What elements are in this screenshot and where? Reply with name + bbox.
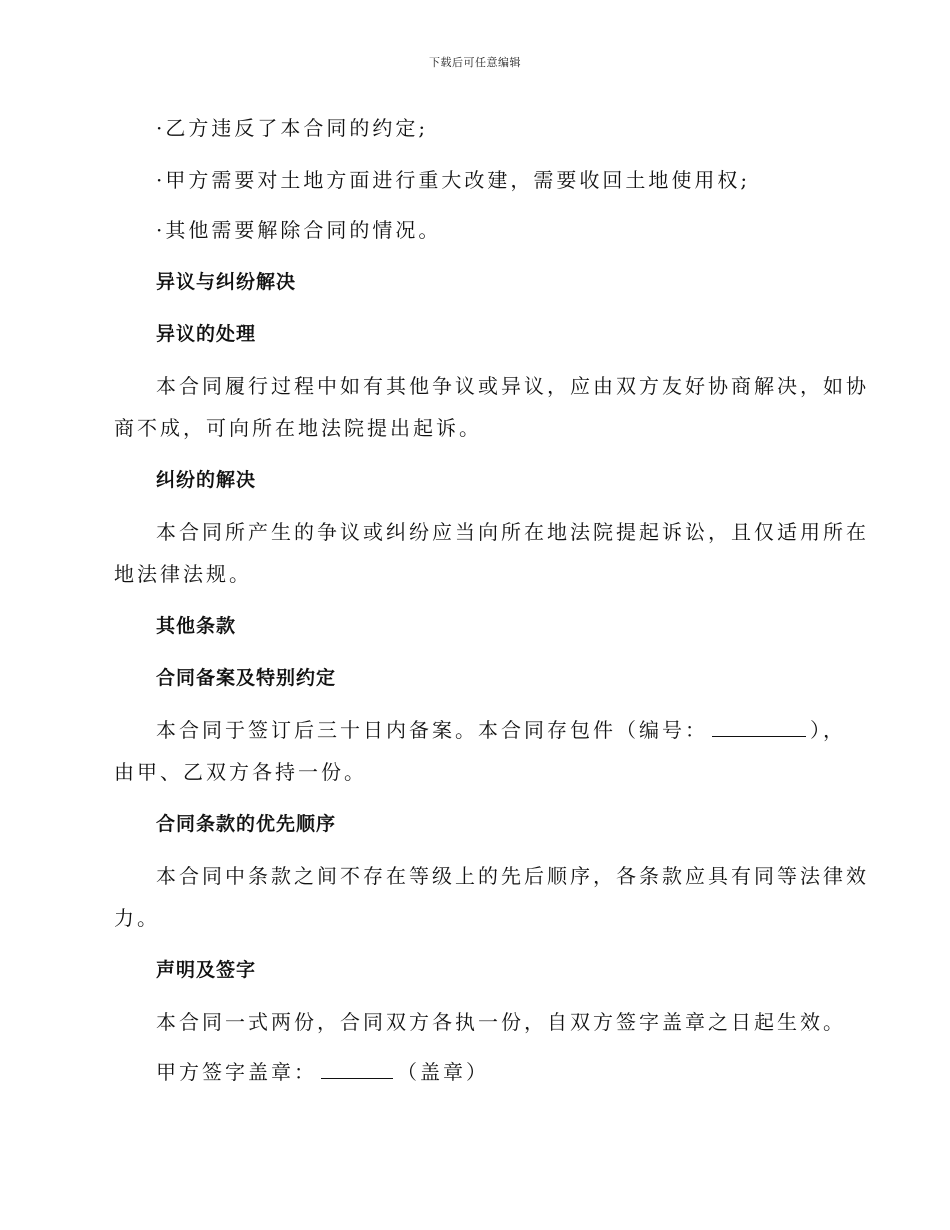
paragraph-line: 本合同一式两份，合同双方各执一份，自双方签字盖章之日起生效。 — [156, 1010, 846, 1034]
paragraph-line: 本合同所产生的争议或纠纷应当向所在地法院提起诉讼，且仅适用所在 — [156, 520, 869, 544]
signature-line-party-a — [156, 1058, 489, 1086]
bullet-item: ·乙方违反了本合同的约定; — [156, 116, 429, 140]
paragraph-line: 由甲、乙双方各持一份。 — [114, 760, 367, 784]
bullet-item: ·甲方需要对土地方面进行重大改建，需要收回土地使用权; — [156, 168, 751, 192]
paragraph-text: 本合同于签订后三十日内备案。本合同存包件（编号： — [156, 718, 708, 742]
bullet-item: ·其他需要解除合同的情况。 — [156, 218, 442, 242]
subsection-title-priority: 合同条款的优先顺序 — [156, 813, 337, 835]
paragraph-line: 力。 — [114, 906, 160, 930]
section-title-dispute: 异议与纠纷解决 — [156, 271, 297, 293]
signature-blank-field — [321, 1060, 393, 1079]
subsection-title-objection: 异议的处理 — [156, 323, 257, 345]
party-a-label: 甲方签字盖章： — [156, 1060, 317, 1084]
page-header-note: 下载后可任意编辑 — [429, 56, 521, 69]
paragraph-line: 本合同履行过程中如有其他争议或异议，应由双方友好协商解决，如协 — [156, 374, 869, 398]
paragraph-line: 本合同中条款之间不存在等级上的先后顺序，各条款应具有同等法律效 — [156, 864, 869, 888]
paragraph-line: 地法律法规。 — [114, 562, 252, 586]
subsection-title-resolution: 纠纷的解决 — [156, 469, 257, 491]
number-blank-field — [712, 718, 806, 737]
subsection-title-filing: 合同备案及特别约定 — [156, 667, 337, 689]
paragraph-text: ）， — [810, 718, 846, 742]
section-title-signature: 声明及签字 — [156, 959, 257, 981]
seal-label: （盖章） — [397, 1060, 489, 1084]
paragraph-line-filing — [156, 716, 846, 744]
paragraph-line: 商不成，可向所在地法院提出起诉。 — [114, 416, 482, 440]
section-title-other: 其他条款 — [156, 615, 237, 637]
